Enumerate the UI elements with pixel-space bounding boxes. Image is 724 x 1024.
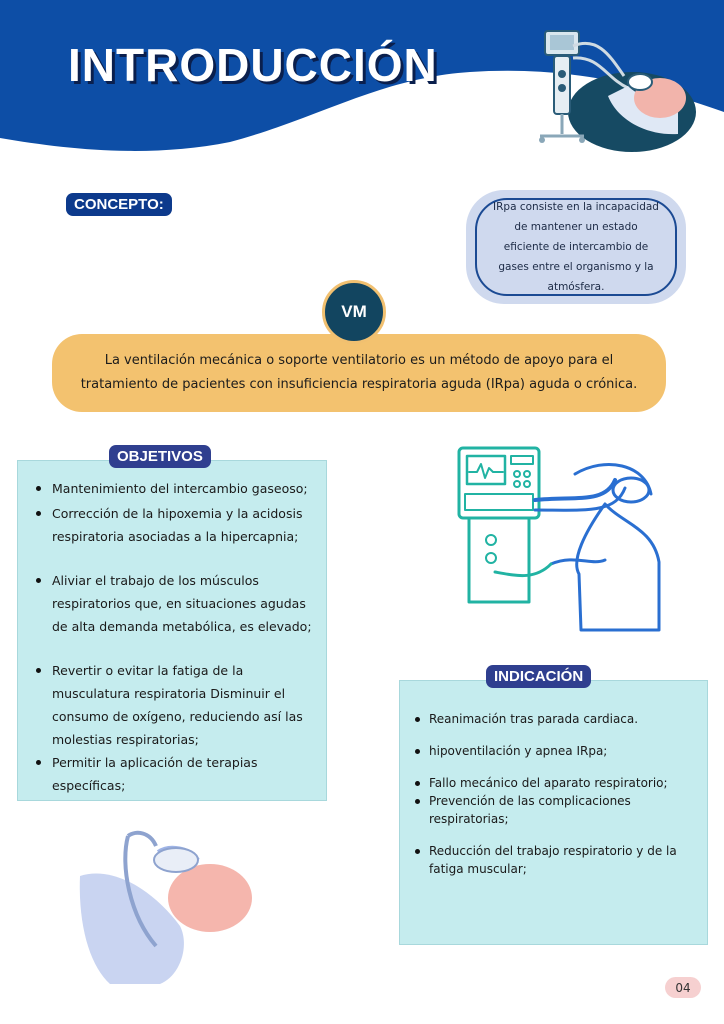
list-item: hipoventilación y apnea IRpa;: [414, 742, 694, 760]
vm-definition-text: La ventilación mecánica o soporte ventilatorio es un método de apoyo para el tratamiento de pacientes con insuficiencia respiratoria aguda (IRpa) aguda o crónica.: [80, 353, 638, 392]
list-item: Fallo mecánico del aparato respiratorio;: [414, 774, 694, 792]
objetivos-list: [35, 477, 315, 797]
list-item: Prevención de las complicaciones respiratorias;: [414, 792, 694, 828]
concept-label: CONCEPTO:: [66, 193, 172, 216]
ventilator-patient-illustration: [528, 26, 700, 152]
patient-oxygen-mask-illustration: [70, 826, 260, 986]
irpa-definition-text: IRpa consiste en la incapacidad de mantener un estado eficiente de intercambio de gases entre el organismo y la atmósfera.: [493, 201, 659, 293]
vm-badge: VM: [322, 280, 386, 344]
list-item: Aliviar el trabajo de los músculos respiratorios que, en situaciones agudas de alta demanda metabólica, es elevado;: [35, 569, 315, 638]
list-item: Permitir la aplicación de terapias específicas;: [35, 751, 315, 797]
vm-definition-banner: [52, 334, 666, 412]
list-item: Corrección de la hipoxemia y la acidosis respiratoria asociadas a la hipercapnia;: [35, 502, 315, 548]
irpa-definition-frame: [475, 198, 677, 296]
page-title: INTRODUCCIÓN: [68, 39, 438, 91]
list-item: Revertir o evitar la fatiga de la musculatura respiratoria Disminuir el consumo de oxígeno, reduciendo así las molestias respiratorias;: [35, 659, 315, 751]
list-item: Mantenimiento del intercambio gaseoso;: [35, 477, 315, 500]
irpa-definition-box: [466, 190, 686, 304]
indicacion-list: [414, 710, 694, 878]
list-item: Reanimación tras parada cardiaca.: [414, 710, 694, 728]
ventilator-monitor-illustration: [455, 444, 665, 634]
indicacion-label: INDICACIÓN: [486, 665, 591, 688]
objetivos-label: OBJETIVOS: [109, 445, 211, 468]
page-number: 04: [665, 977, 701, 998]
list-item: Reducción del trabajo respiratorio y de la fatiga muscular;: [414, 842, 694, 878]
